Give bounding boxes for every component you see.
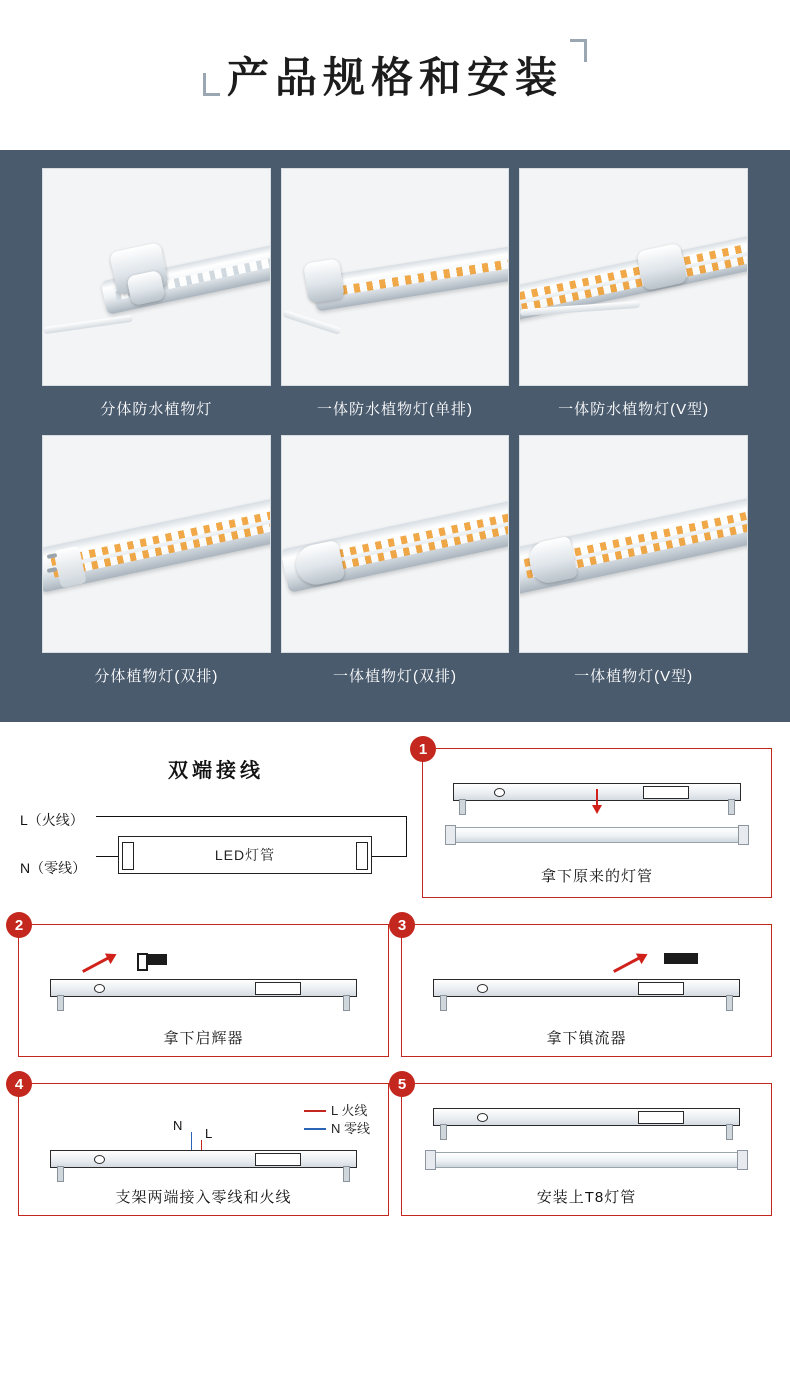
install-step-2 (14, 916, 389, 1057)
gallery-item-integrated-waterproof-v[interactable] (519, 168, 748, 429)
old-lamp-tube (453, 827, 742, 843)
fixture-hole (94, 1155, 105, 1164)
page-header (0, 0, 790, 150)
gallery-caption: 一体防水植物灯(单排) (317, 401, 473, 418)
legend-live-swatch (304, 1110, 326, 1112)
fixture-leg-left (459, 799, 466, 815)
ballast-part (638, 982, 684, 995)
product-image-integrated-waterproof-v (519, 168, 748, 386)
gallery-caption: 一体植物灯(双排) (333, 668, 457, 685)
fixture-body (433, 1108, 740, 1126)
ballast-part (255, 1153, 301, 1166)
install-step-5 (397, 1075, 772, 1216)
step-caption: 安装上T8灯管 (536, 1189, 637, 1206)
fixture-leg-left (440, 1124, 447, 1140)
gallery-item-split-dual[interactable] (42, 435, 271, 696)
install-row-2 (10, 912, 780, 1071)
neutral-wire-label: N（零线） (20, 860, 87, 876)
live-wire-label: L（火线） (20, 812, 84, 828)
wire-legend (304, 1102, 370, 1138)
remove-ballast-arrow-icon (613, 956, 641, 973)
product-image-split-waterproof (42, 168, 271, 386)
product-image-split-dual (42, 435, 271, 653)
neutral-tick (191, 1132, 192, 1152)
product-image-integrated-v (519, 435, 748, 653)
fixture-hole (494, 788, 505, 797)
gallery-row (42, 168, 748, 429)
fixture-leg-right (726, 1124, 733, 1140)
gallery-item-split-waterproof[interactable] (42, 168, 271, 429)
product-image-integrated-dual (281, 435, 510, 653)
gallery-item-integrated-dual[interactable] (281, 435, 510, 696)
product-image-integrated-waterproof-single (281, 168, 510, 386)
ballast-part-icon (664, 953, 698, 964)
fixture-leg-right (343, 1166, 350, 1182)
fixture-leg-left (57, 995, 64, 1011)
starter-body-icon (147, 954, 167, 965)
live-mark: L (205, 1126, 213, 1141)
dual-end-wiring-diagram (18, 748, 410, 898)
dual-end-wiring-title: 双端接线 (168, 760, 264, 782)
fixture-body (50, 1150, 357, 1168)
install-step-4 (14, 1075, 389, 1216)
remove-starter-arrow-icon (82, 956, 110, 973)
legend-neutral (304, 1120, 370, 1138)
step-1-illustration (433, 765, 761, 857)
step-caption: 支架两端接入零线和火线 (115, 1189, 292, 1206)
fixture-body (433, 979, 740, 997)
step-caption: 拿下原来的灯管 (540, 868, 653, 885)
led-tube-diagram (118, 836, 372, 874)
step-4-illustration (29, 1100, 378, 1178)
fixture-leg-left (440, 995, 447, 1011)
step-caption: 拿下镇流器 (546, 1030, 627, 1047)
gallery-item-integrated-waterproof-single[interactable] (281, 168, 510, 429)
gallery-row (42, 435, 748, 696)
new-t8-lamp-tube (433, 1152, 740, 1168)
step-3-illustration (412, 941, 761, 1019)
legend-neutral-label: N 零线 (330, 1121, 370, 1136)
fixture-leg-left (57, 1166, 64, 1182)
step-2-illustration (29, 941, 378, 1019)
fixture-leg-right (343, 995, 350, 1011)
gallery-caption: 一体植物灯(V型) (574, 668, 694, 685)
fixture-hole (477, 1113, 488, 1122)
install-step-3 (397, 916, 772, 1057)
install-row-1 (10, 740, 780, 912)
led-tube-label: LED灯管 (214, 847, 276, 863)
step-number-badge: 4 (6, 1071, 32, 1097)
page-title: 产品规格和安装 (209, 45, 581, 105)
step-number-badge: 5 (389, 1071, 415, 1097)
step-number-badge: 3 (389, 912, 415, 938)
step-number-badge: 1 (410, 736, 436, 762)
fixture-leg-right (726, 995, 733, 1011)
fixture-leg-right (728, 799, 735, 815)
fixture-hole (477, 984, 488, 993)
gallery-caption: 分体防水植物灯 (100, 401, 213, 418)
fixture-body (50, 979, 357, 997)
legend-live-label: L 火线 (330, 1103, 368, 1118)
neutral-mark: N (173, 1118, 183, 1133)
fixture-hole (94, 984, 105, 993)
product-gallery (0, 150, 790, 722)
install-step-1 (418, 740, 772, 898)
install-row-3 (10, 1071, 780, 1230)
live-wire-path (96, 816, 406, 817)
legend-live (304, 1102, 370, 1120)
step-number-badge: 2 (6, 912, 32, 938)
gallery-caption: 一体防水植物灯(V型) (558, 401, 710, 418)
legend-neutral-swatch (304, 1128, 326, 1130)
ballast-part (638, 1111, 684, 1124)
gallery-item-integrated-v[interactable] (519, 435, 748, 696)
live-wire-to-tube (370, 856, 407, 857)
step-5-illustration (412, 1100, 761, 1178)
live-wire-drop (406, 816, 407, 856)
gallery-caption: 分体植物灯(双排) (94, 668, 219, 685)
ballast-part (643, 786, 689, 799)
ballast-part (255, 982, 301, 995)
neutral-wire-path (96, 856, 120, 857)
step-caption: 拿下启辉器 (163, 1030, 244, 1047)
installation-section (0, 722, 790, 1240)
